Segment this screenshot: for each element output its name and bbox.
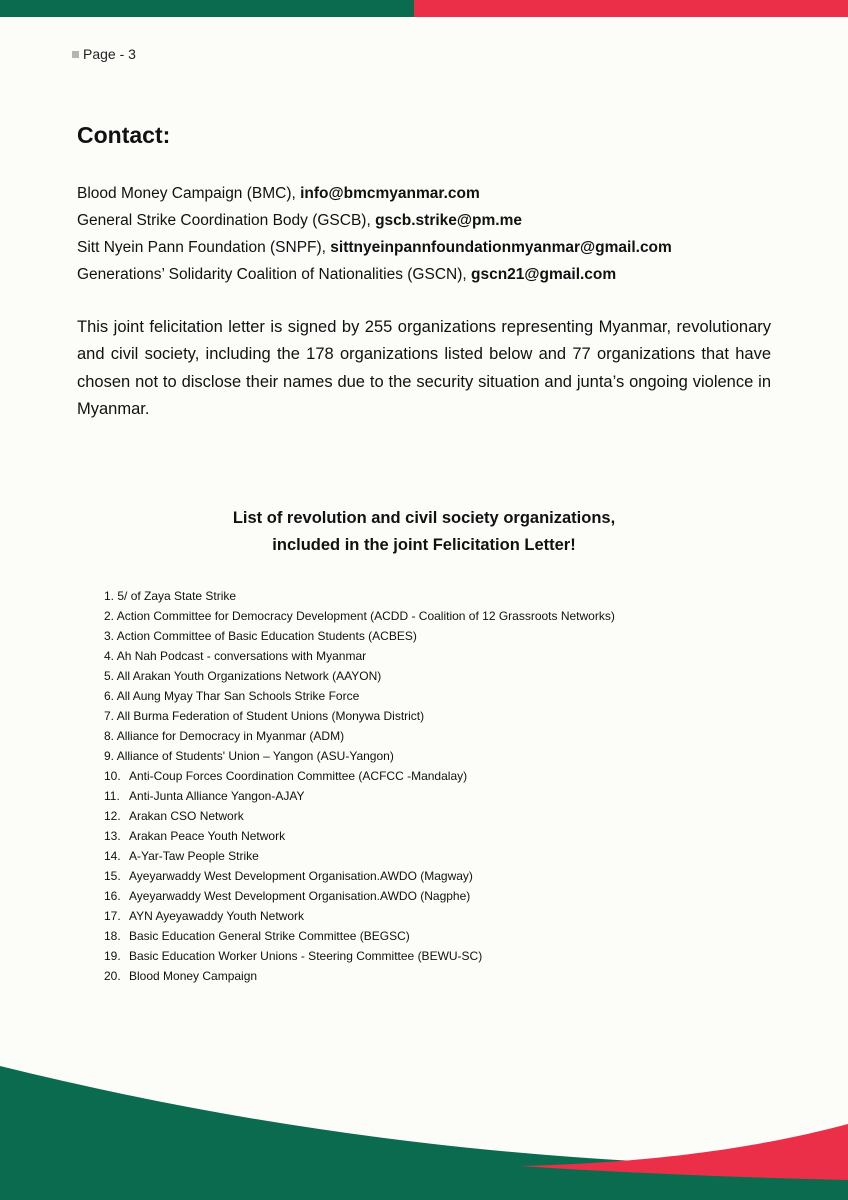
list-item — [104, 966, 744, 986]
list-item-name: Blood Money Campaign — [129, 969, 258, 983]
list-item-name: Alliance of Students' Union – Yangon (ASU-Yangon) — [116, 749, 394, 763]
contact-list — [77, 180, 777, 288]
list-item-name: Basic Education General Strike Committee (BEGSC) — [129, 929, 410, 943]
list-item-name: Ayeyarwaddy West Development Organisation.AWDO (Nagphe) — [129, 889, 471, 903]
list-item — [104, 886, 744, 906]
list-item — [104, 946, 744, 966]
list-item-name: AYN Ayeyawaddy Youth Network — [129, 909, 304, 923]
top-bar-red-segment — [414, 0, 848, 17]
list-item-number: 16. — [104, 889, 121, 903]
list-item — [104, 586, 744, 606]
list-item — [104, 646, 744, 666]
list-item-name: Ah Nah Podcast - conversations with Myanmar — [116, 649, 367, 663]
contact-email[interactable]: sittnyeinpannfoundationmyanmar@gmail.com — [330, 239, 672, 256]
contact-org: General Strike Coordination Body (GSCB), — [77, 212, 376, 229]
contact-org: Sitt Nyein Pann Foundation (SNPF), — [77, 239, 331, 256]
list-item-number: 6. — [104, 689, 115, 703]
list-item-number: 8. — [104, 729, 115, 743]
list-item-name: Action Committee of Basic Education Students (ACBES) — [116, 629, 417, 643]
page-number-label — [72, 46, 136, 62]
list-item-name: Anti-Coup Forces Coordination Committee (ACFCC -Mandalay) — [129, 769, 468, 783]
contact-entry — [77, 207, 777, 234]
list-item — [104, 786, 744, 806]
list-item — [104, 866, 744, 886]
list-item-number: 15. — [104, 869, 121, 883]
list-item — [104, 766, 744, 786]
list-item-number: 2. — [104, 609, 115, 623]
list-item — [104, 826, 744, 846]
contact-entry — [77, 234, 777, 261]
contact-email[interactable]: info@bmcmyanmar.com — [300, 185, 480, 202]
contact-entry — [77, 261, 777, 288]
list-item-number: 12. — [104, 809, 121, 823]
page-number-text: Page - 3 — [83, 46, 136, 62]
top-color-bar — [0, 0, 848, 17]
list-item-name: Arakan CSO Network — [129, 809, 244, 823]
list-item-number: 4. — [104, 649, 115, 663]
list-item-number: 13. — [104, 829, 121, 843]
list-item-name: Arakan Peace Youth Network — [129, 829, 286, 843]
list-item-name: 5/ of Zaya State Strike — [117, 589, 237, 603]
list-heading-line-1: List of revolution and civil society organizations, — [232, 509, 616, 527]
list-heading — [0, 505, 848, 559]
list-item — [104, 846, 744, 866]
list-item-name: Action Committee for Democracy Development (ACDD - Coalition of 12 Grassroots Networks) — [116, 609, 615, 623]
contact-title: Contact: — [77, 122, 171, 148]
list-item-number: 11. — [104, 789, 120, 803]
bottom-wave-decoration — [0, 1060, 848, 1200]
contact-org: Generations’ Solidarity Coalition of Nationalities (GSCN), — [77, 266, 471, 283]
list-item — [104, 726, 744, 746]
list-item-number: 17. — [104, 909, 121, 923]
contact-entry — [77, 180, 777, 207]
list-item — [104, 606, 744, 626]
list-item-name: All Aung Myay Thar San Schools Strike Force — [116, 689, 360, 703]
list-item — [104, 746, 744, 766]
list-item-number: 9. — [104, 749, 115, 763]
list-item-name: Alliance for Democracy in Myanmar (ADM) — [116, 729, 345, 743]
list-item — [104, 906, 744, 926]
list-item — [104, 926, 744, 946]
list-item-number: 7. — [104, 709, 115, 723]
list-item-name: Basic Education Worker Unions - Steering Committee (BEWU-SC) — [129, 949, 483, 963]
square-bullet-icon — [72, 51, 79, 58]
list-item-name: All Arakan Youth Organizations Network (AAYON) — [116, 669, 382, 683]
list-item-number: 10. — [104, 769, 121, 783]
list-heading-line-2: included in the joint Felicitation Letter! — [272, 536, 576, 554]
list-item-name: All Burma Federation of Student Unions (Monywa District) — [116, 709, 425, 723]
list-item — [104, 706, 744, 726]
list-item-name: A-Yar-Taw People Strike — [129, 849, 259, 863]
list-item-number: 19. — [104, 949, 121, 963]
list-item — [104, 666, 744, 686]
list-item-number: 14. — [104, 849, 121, 863]
list-item-number: 5. — [104, 669, 115, 683]
contact-email[interactable]: gscb.strike@pm.me — [375, 212, 522, 229]
list-item-number: 18. — [104, 929, 121, 943]
bottom-wave-green — [0, 1066, 848, 1200]
organization-list — [104, 586, 744, 986]
top-bar-green-segment — [0, 0, 414, 17]
list-item — [104, 626, 744, 646]
intro-paragraph: This joint felicitation letter is signed by 255 organizations representing Myanmar, revolutionary and civil society, including the 178 organizations listed below and 77 organizations that have chosen not to disclose their names due to the security situation and junta’s ongoing violence in Myanmar. — [77, 318, 771, 418]
list-item — [104, 806, 744, 826]
list-item — [104, 686, 744, 706]
list-item-number: 1. — [104, 589, 115, 603]
list-item-name: Anti-Junta Alliance Yangon-AJAY — [129, 789, 305, 803]
contact-org: Blood Money Campaign (BMC), — [77, 185, 301, 202]
list-item-number: 20. — [104, 969, 121, 983]
list-item-number: 3. — [104, 629, 115, 643]
contact-email[interactable]: gscn21@gmail.com — [470, 266, 617, 283]
list-item-name: Ayeyarwaddy West Development Organisation.AWDO (Magway) — [129, 869, 473, 883]
